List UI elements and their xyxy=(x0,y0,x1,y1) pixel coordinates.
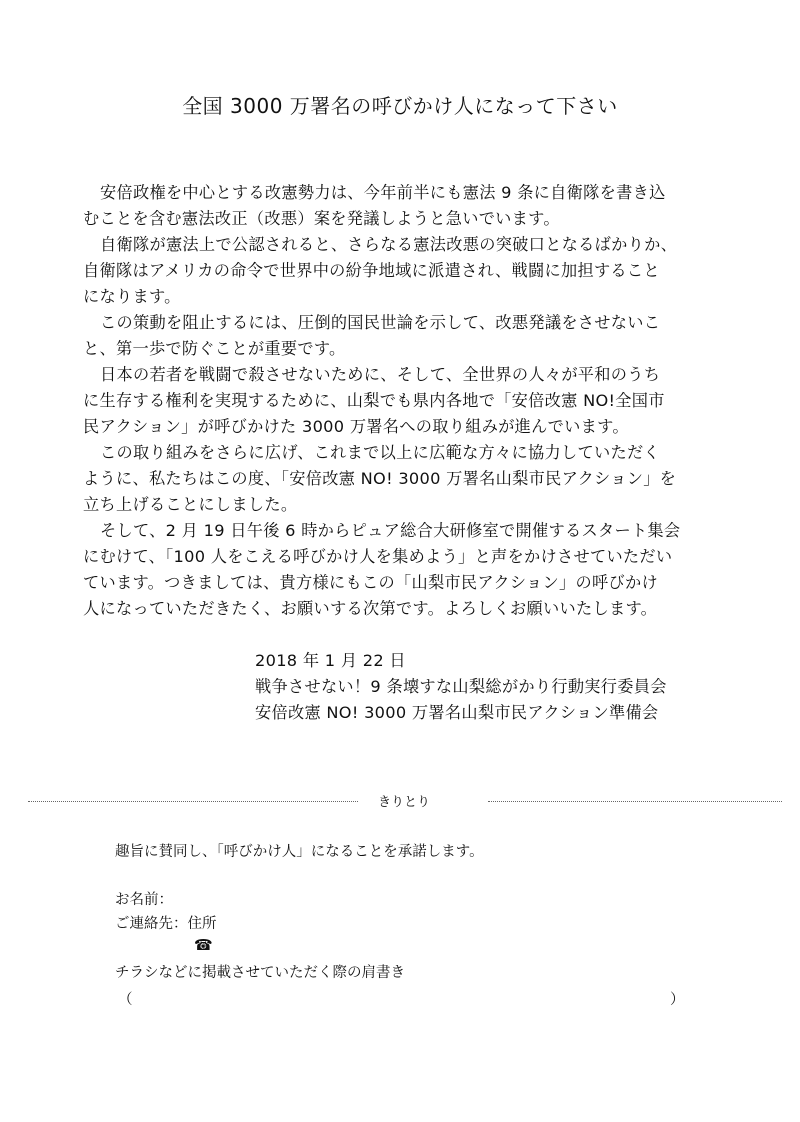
paren-open: （ xyxy=(118,992,133,1008)
body-line: 自衛隊が憲法上で公認されると、さらなる憲法改悪の突破口となるばかりか、 xyxy=(100,235,678,254)
dotted-divider-left xyxy=(28,801,358,802)
body-line: にむけて、「100 人をこえる呼びかけ人を集めよう」と声をかけさせていただい xyxy=(83,547,673,566)
consent-statement: 趣旨に賛同し、「呼びかけ人」になることを承諾します。 xyxy=(115,844,484,860)
name-label: お名前： xyxy=(115,892,173,908)
body-line: 民アクション」が呼びかけた 3000 万署名への取り組みが進んでいます。 xyxy=(83,417,629,436)
body-line: ています。つきましては、貴方様にもこの「山梨市民アクション」の呼びかけ xyxy=(83,573,658,592)
signature-block xyxy=(255,648,667,726)
organization-2: 安倍改憲 NO! 3000 万署名山梨市民アクション準備会 xyxy=(255,703,659,722)
document-title: 全国 3000 万署名の呼びかけ人になって下さい xyxy=(182,94,618,118)
body-line: 安倍政権を中心とする改憲勢力は、今年前半にも憲法 9 条に自衛隊を書き込 xyxy=(100,183,666,202)
body-line: この取り組みをさらに広げ、これまで以上に広範な方々に協力していただく xyxy=(100,443,660,462)
paren-close: ） xyxy=(670,992,685,1008)
body-line: と、第一歩で防ぐことが重要です。 xyxy=(83,339,346,358)
telephone-icon: ☎ xyxy=(194,936,213,954)
body-line: に生存する権利を実現するために、山梨でも県内各地で「安倍改憲 NO!全国市 xyxy=(83,391,665,410)
title-label: チラシなどに掲載させていただく際の肩書き xyxy=(115,965,405,981)
body-line: 日本の若者を戦闘で殺させないために、そして、全世界の人々が平和のうち xyxy=(100,365,661,384)
letter-body xyxy=(83,180,723,622)
organization-1: 戦争させない！9 条壊すな山梨総がかり行動実行委員会 xyxy=(255,677,667,696)
body-line: 自衛隊はアメリカの命令で世界中の紛争地域に派遣され、戦闘に加担すること xyxy=(83,261,660,280)
body-line: そして、2 月 19 日午後 6 時からピュア総合大研修室で開催するスタート集会 xyxy=(100,521,681,540)
body-line: になります。 xyxy=(83,287,181,306)
cut-label: きりとり xyxy=(378,795,431,810)
body-line: ように、私たちはこの度、「安倍改憲 NO! 3000 万署名山梨市民アクション」を xyxy=(83,469,677,488)
body-line: 人になっていただきたく、お願いする次第です。よろしくお願いいたします。 xyxy=(83,599,658,618)
body-line: この策動を阻止するには、圧倒的国民世論を示して、改悪発議をさせないこ xyxy=(100,313,661,332)
date: 2018 年 1 月 22 日 xyxy=(255,651,406,670)
dotted-divider-right xyxy=(488,801,782,802)
body-line: むことを含む憲法改正（改悪）案を発議しようと急いでいます。 xyxy=(83,209,560,228)
contact-label: ご連絡先：住所 xyxy=(115,916,217,932)
body-line: 立ち上げることにしました。 xyxy=(83,495,298,514)
